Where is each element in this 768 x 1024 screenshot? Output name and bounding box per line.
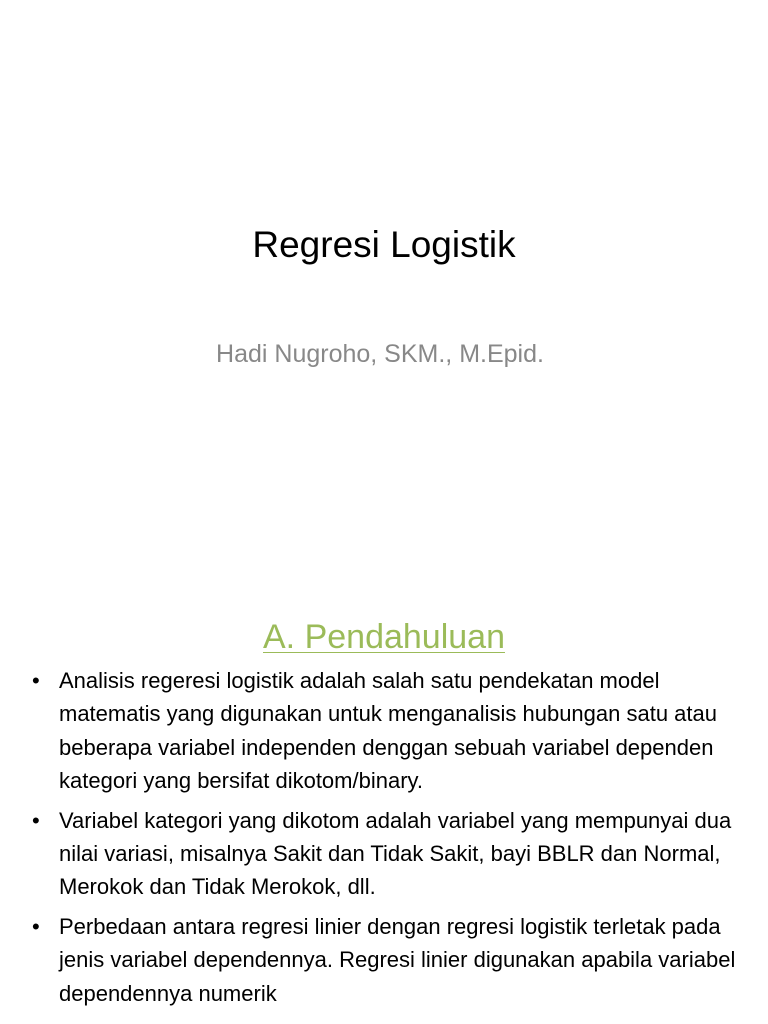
bullet-dot-icon: •: [32, 913, 40, 939]
bullet-list: [30, 664, 742, 1016]
bullet-item: [30, 664, 742, 798]
bullet-text: Analisis regeresi logistik adalah salah satu pendekatan model matematis yang digunakan untuk menganalisis hubungan satu atau beberapa variabel independen denggan sebuah variabel dependen kategori yang bersifat dikotom/binary.: [59, 668, 718, 794]
bullet-item: [30, 804, 742, 904]
bullet-dot-icon: •: [32, 668, 40, 693]
bullet-item: [30, 910, 742, 1010]
bullet-text: Perbedaan antara regresi linier dengan regresi logistik terletak pada jenis variabel dependennya. Regresi linier digunakan apabila variabel dependennya numerik: [59, 913, 736, 1006]
section-heading: A. Pendahuluan: [263, 618, 505, 656]
bullet-text: Variabel kategori yang dikotom adalah variabel yang mempunyai dua nilai variasi, misalnya Sakit dan Tidak Sakit, bayi BBLR dan Normal, Merokok dan Tidak Merokok, dll.: [59, 807, 732, 900]
slide-title: Regresi Logistik: [252, 224, 516, 265]
slide-subtitle: Hadi Nugroho, SKM., M.Epid.: [216, 340, 544, 368]
bullet-dot-icon: •: [32, 807, 40, 833]
